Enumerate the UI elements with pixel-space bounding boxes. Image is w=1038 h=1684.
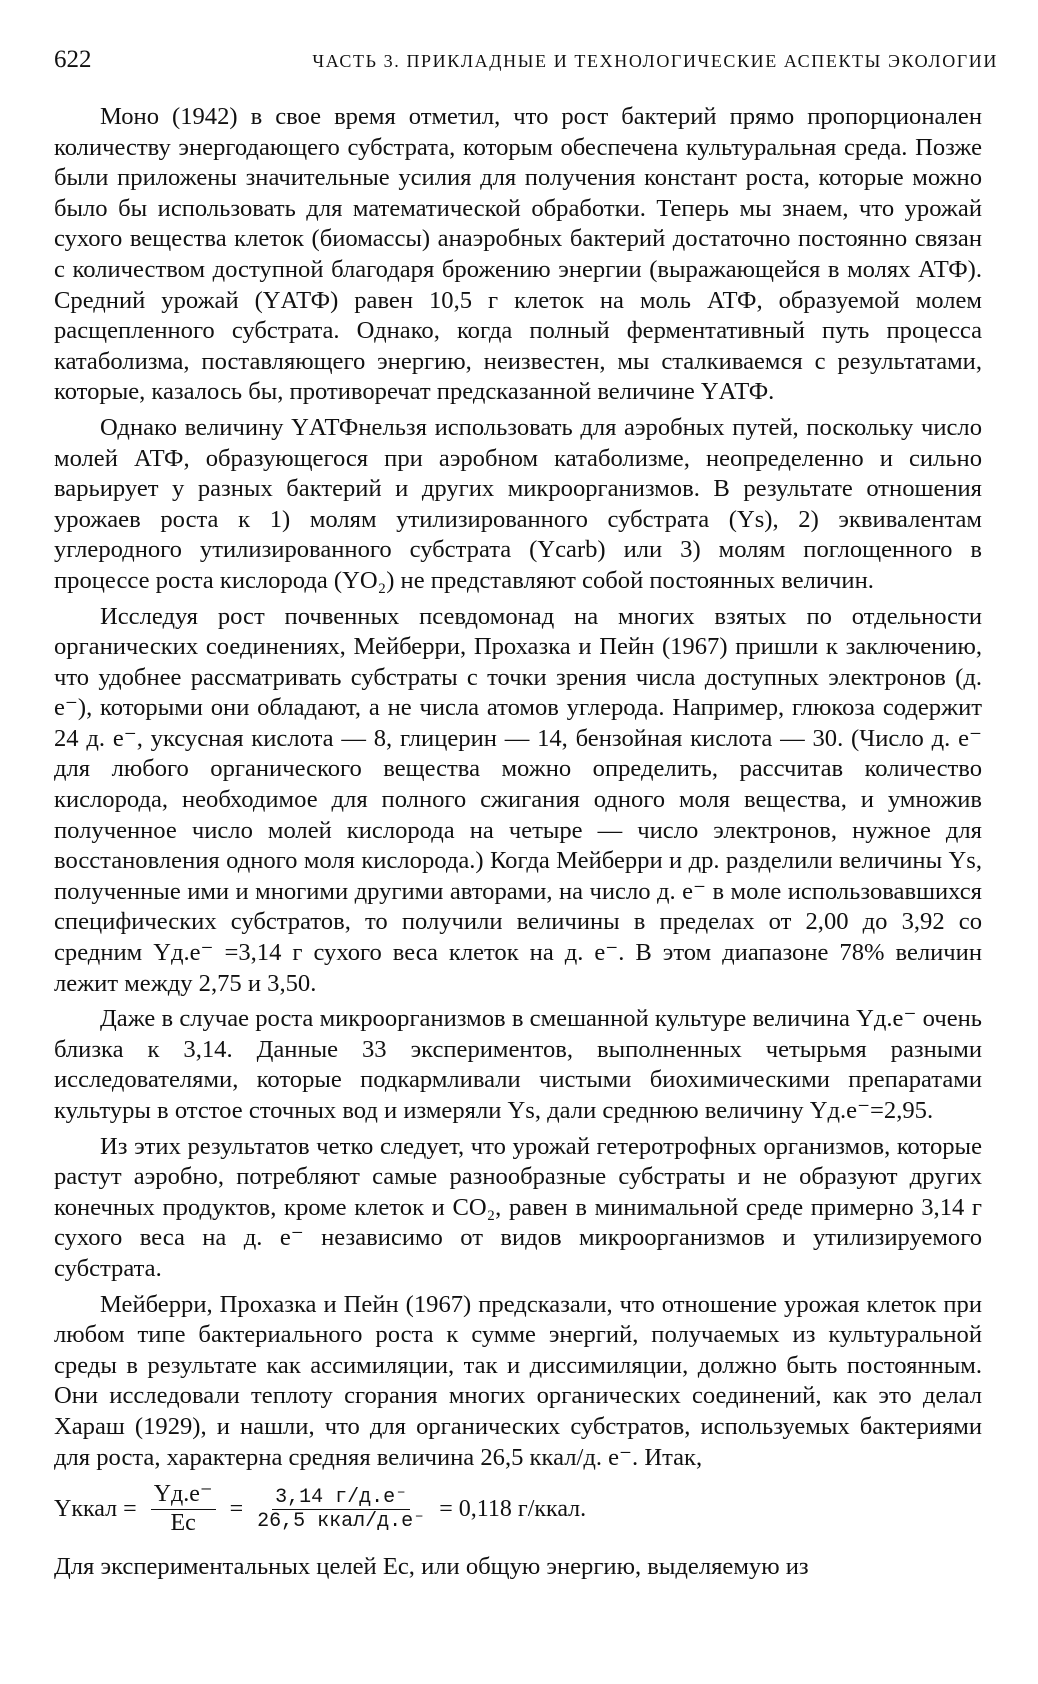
fraction-2-denominator: 26,5 ккал/д.e⁻ [257,1509,426,1533]
closing-line: Для экспериментальных целей Ec, или общую энергию, выделяемую из [54,1553,809,1581]
formula-equals: = [439,1495,453,1522]
formula-lhs: Yккал [54,1495,118,1522]
formula-result: 0,118 г/ккал. [458,1495,587,1522]
paragraph-2: Однако величину YАТФнельзя использовать для аэробных путей, поскольку число молей АТФ, образующегося при аэробном катаболизме, неопределенно и сильно варьирует у разных бактерий и других микроорганизмов. В результате отношения урожаев роста к 1) молям утилизированного субстрата (Ys), 2) эквивалентам углеродного утилизированного субстрата (Ycarb) или 3) молям поглощенного в процессе роста кислорода (YO₂) не представляют собой постоянных величин. [54,413,982,594]
running-title: ЧАСТЬ 3. ПРИКЛАДНЫЕ И ТЕХНОЛОГИЧЕСКИЕ АСПЕКТЫ ЭКОЛОГИИ [312,51,998,71]
formula-equals: = [123,1495,137,1522]
paragraph-6: Мейберри, Прохазка и Пейн (1967) предсказали, что отношение урожая клеток при любом типе бактериального роста к сумме энергий, получаемых из культуральной среды в результате как ассимиляции, так и диссимиляции, должно быть постоянным. Они исследовали теплоту сгорания многих органических соединений, как это делал Хараш (1929), и нашли, что для органических субстратов, используемых бактериями для роста, характерна средняя величина 26,5 ккал/д. e⁻. Итак, [54,1290,982,1471]
fraction-1-denominator: Ec [170,1509,196,1536]
paragraph-5: Из этих результатов четко следует, что урожай гетеротрофных организмов, которые растут аэробно, потребляют самые разнообразные субстраты и не образуют других конечных продуктов, кроме клеток и CO₂, равен в минимальной среде примерно 3,14 г сухого веса на д. e⁻ независимо от видов микроорганизмов и утилизируемого субстрата. [54,1132,982,1282]
page-body [54,102,982,1588]
fraction-2 [257,1487,425,1532]
paragraph-1: Моно (1942) в свое время отметил, что рост бактерий прямо пропорционален количеству энергодающего субстрата, которым обеспечена культуральная среда. Позже были приложены значительные усилия для получения констант роста, которые можно было бы использовать для математической обработки. Теперь мы знаем, что урожай сухого вещества клеток (биомассы) анаэробных бактерий достаточно постоянно связан с количеством доступной благодаря брожению энергии (выражающейся в молях АТФ). Средний урожай (YАТФ) равен 10,5 г клеток на моль АТФ, образуемой молем расщепленного субстрата. Однако, когда полный ферментативный путь процесса катаболизма, поставляющего энергию, неизвестен, мы сталкиваемся с результатами, которые, казалось бы, противоречат предсказанной величине YАТФ. [54,103,982,406]
paragraph-3: Исследуя рост почвенных псевдомонад на многих взятых по отдельности органических соединениях, Мейберри, Прохазка и Пейн (1967) пришли к заключению, что удобнее рассматривать субстраты с точки зрения числа доступных электронов (д. e⁻), которыми они обладают, а не числа атомов углерода. Например, глюкоза содержит 24 д. e⁻, уксусная кислота — 8, глицерин — 14, бензойная кислота — 30. (Число д. e⁻ для любого органического вещества можно определить, рассчитав количество кислорода, необходимое для полного сжигания одного моля вещества, и умножив полученное число молей кислорода на четыре — число электронов, нужное для восстановления одного моля кислорода.) Когда Мейберри и др. разделили величины Ys, полученные ими и многими другими авторами, на число д. e⁻ в моле использовавшихся специфических субстратов, то получили величины в пределах от 2,00 до 3,92 со средним Yд.e⁻ =3,14 г сухого веса клеток на д. e⁻. В этом диапазоне 78% величин лежит между 2,75 и 3,50. [54,602,982,997]
fraction-2-numerator: 3,14 г/д.e⁻ [272,1487,410,1510]
fraction-1-numerator: Yд.e⁻ [151,1482,216,1509]
fraction-1 [151,1482,216,1535]
formula-equals: = [229,1495,244,1522]
page-number: 622 [54,46,92,73]
formula [54,1478,982,1540]
page-header [54,46,998,74]
paragraph-4: Даже в случае роста микроорганизмов в смешанной культуре величина Yд.e⁻ очень близка к 3,14. Данные 33 экспериментов, выполненных четырьмя разными исследователями, которые подкармливали чистыми биохимическими препаратами культуры в отстое сточных вод и измеряли Ys, дали среднюю величину Yд.e⁻=2,95. [54,1005,982,1124]
